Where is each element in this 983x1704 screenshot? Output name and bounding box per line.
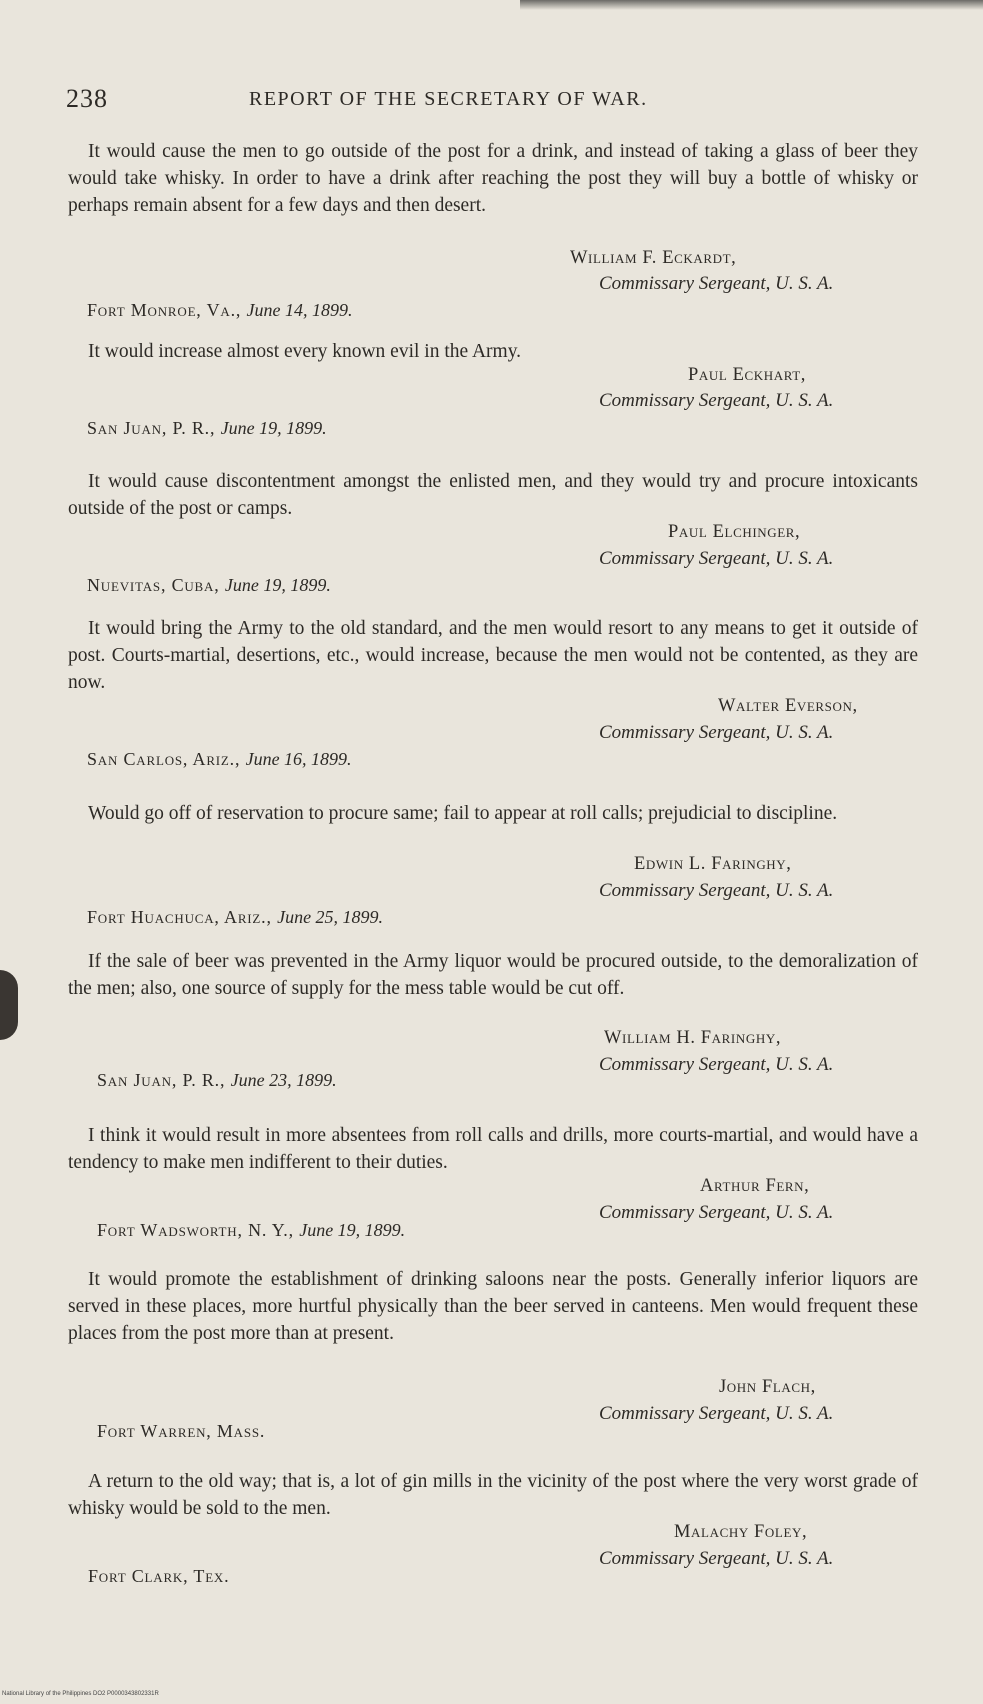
entry-text: Would go off of reservation to procure same; fail to appear at roll calls; prejudicial to discipline. bbox=[88, 803, 838, 824]
entry-rank: Commissary Sergeant, U. S. A. bbox=[599, 1548, 834, 1569]
place-date: June 23, 1899. bbox=[230, 1070, 337, 1090]
entry-place bbox=[97, 1421, 265, 1442]
entry-signer: William F. Eckardt, bbox=[570, 248, 737, 268]
entry-text: It would promote the establishment of drinking saloons near the posts. Generally inferior liquors are served in these places, more hurtful physically than the beer served in canteens. Men would frequent these places from the post more than at present. bbox=[68, 1269, 918, 1344]
entry-place bbox=[88, 1566, 229, 1587]
entry-text: I think it would result in more absentees from roll calls and drills, more courts-martial, and would have a tendency to make men indifferent to their duties. bbox=[68, 1125, 918, 1173]
entry-rank: Commissary Sergeant, U. S. A. bbox=[599, 390, 834, 411]
letter-entry bbox=[68, 338, 918, 438]
entry-text: It would cause discontentment amongst the enlisted men, and they would try and procure intoxicants outside of the post or camps. bbox=[68, 471, 918, 519]
letter-entry bbox=[68, 615, 918, 769]
entry-place bbox=[87, 749, 352, 770]
place-date: June 19, 1899. bbox=[220, 418, 327, 438]
entry-rank: Commissary Sergeant, U. S. A. bbox=[599, 548, 834, 569]
page-number: 238 bbox=[66, 84, 108, 113]
entry-rank: Commissary Sergeant, U. S. A. bbox=[599, 1403, 834, 1424]
entry-text: It would increase almost every known evil in the Army. bbox=[88, 341, 522, 362]
entry-text: It would bring the Army to the old standard, and the men would resort to any means to get it outside of post. Courts-martial, desertions, etc., would increase, because the men would not be contented, as they are now. bbox=[68, 618, 918, 693]
place-name: Fort Wadsworth, N. Y., bbox=[97, 1220, 294, 1240]
entry-text: A return to the old way; that is, a lot of gin mills in the vicinity of the post where the very worst grade of whisky would be sold to the men. bbox=[68, 1471, 918, 1519]
entry-place bbox=[97, 1070, 337, 1091]
entry-place bbox=[87, 300, 352, 321]
entry-signer: Paul Eckhart, bbox=[688, 365, 807, 385]
place-name: Nuevitas, Cuba, bbox=[87, 575, 220, 595]
letter-entry bbox=[68, 948, 918, 1090]
entry-rank: Commissary Sergeant, U. S. A. bbox=[599, 273, 834, 294]
letter-entry bbox=[68, 1266, 918, 1441]
place-date: June 19, 1899. bbox=[224, 575, 331, 595]
entry-signer: Edwin L. Faringhy, bbox=[634, 854, 792, 874]
place-date: June 16, 1899. bbox=[245, 749, 352, 769]
entry-text: It would cause the men to go outside of the post for a drink, and instead of taking a glass of beer they would take whisky. In order to have a drink after reaching the post they will buy a bottle of whisky or perhaps remain absent for a few days and then desert. bbox=[68, 141, 918, 216]
entry-place bbox=[97, 1220, 405, 1241]
entry-rank: Commissary Sergeant, U. S. A. bbox=[599, 1202, 834, 1223]
place-name: Fort Clark, Tex. bbox=[88, 1566, 230, 1586]
binding-tab bbox=[0, 970, 18, 1040]
place-name: Fort Huachuca, Ariz., bbox=[87, 907, 272, 927]
entry-signer: Arthur Fern, bbox=[700, 1176, 810, 1196]
entry-signer: John Flach, bbox=[719, 1377, 816, 1397]
place-date: June 25, 1899. bbox=[277, 907, 384, 927]
page-header bbox=[66, 84, 926, 118]
archive-stamp: National Library of the Philippines DO2 P0000343802331R bbox=[2, 1691, 159, 1697]
letter-entry bbox=[68, 800, 918, 927]
place-name: San Juan, P. R., bbox=[87, 418, 216, 438]
place-date: June 19, 1899. bbox=[299, 1220, 406, 1240]
entry-signer: Paul Elchinger, bbox=[668, 522, 801, 542]
entry-rank: Commissary Sergeant, U. S. A. bbox=[599, 722, 834, 743]
letter-entry bbox=[68, 1122, 918, 1240]
letter-entry bbox=[68, 1468, 918, 1586]
entry-rank: Commissary Sergeant, U. S. A. bbox=[599, 880, 834, 901]
entry-rank: Commissary Sergeant, U. S. A. bbox=[599, 1054, 834, 1075]
letter-entry bbox=[68, 468, 918, 595]
page-edge-shadow bbox=[520, 0, 983, 10]
entry-signer: William H. Faringhy, bbox=[604, 1028, 782, 1048]
place-name: San Carlos, Ariz., bbox=[87, 749, 241, 769]
entry-signer: Malachy Foley, bbox=[674, 1522, 808, 1542]
place-name: Fort Monroe, Va., bbox=[87, 300, 242, 320]
running-head: REPORT OF THE SECRETARY OF WAR. bbox=[249, 88, 648, 110]
place-name: Fort Warren, Mass. bbox=[97, 1421, 266, 1441]
place-name: San Juan, P. R., bbox=[97, 1070, 226, 1090]
entry-place bbox=[87, 575, 331, 596]
place-date: June 14, 1899. bbox=[246, 300, 353, 320]
letter-entry bbox=[68, 138, 918, 320]
entry-place bbox=[87, 907, 383, 928]
entry-signer: Walter Everson, bbox=[718, 696, 858, 716]
entry-place bbox=[87, 418, 327, 439]
entry-text: If the sale of beer was prevented in the Army liquor would be procured outside, to the demoralization of the men; also, one source of supply for the mess table would be cut off. bbox=[68, 951, 918, 999]
